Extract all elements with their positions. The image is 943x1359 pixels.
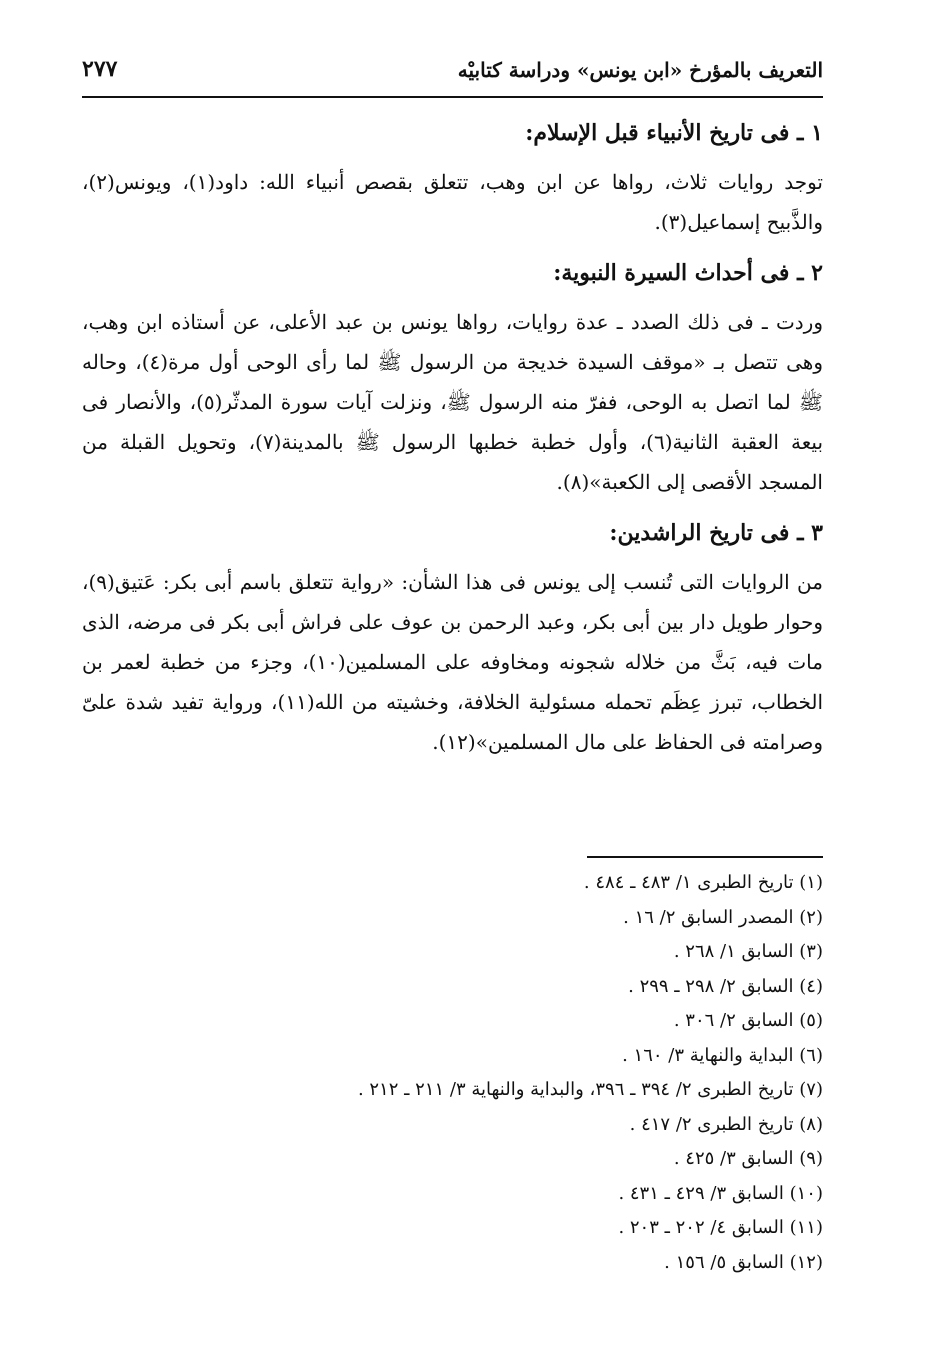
running-title: التعريف بالمؤرخ «ابن يونس» ودراسة كتابيْه (457, 58, 823, 82)
footnote-item: (٥) السابق ٢/ ٣٠٦ . (673, 1010, 823, 1031)
footnote-item: (٢) المصدر السابق ٢/ ١٦ . (623, 906, 823, 928)
section-heading: ٣ ـ فى تاريخ الراشدين: (609, 520, 823, 546)
section-paragraph: وردت ـ فى ذلك الصدد ـ عدة روايات، رواها يونس بن عبد الأعلى، عن أستاذه ابن وهب، وهى تتصل بـ «موقف السيدة خديجة من الرسول ﷺ لما رأى الوحى أول مرة(٤)، وحاله ﷺ لما اتصل به الوحى، ففرّ منه الرسول ﷺ، ونزلت آيات سورة المدثّر(٥)، والأنصار فى بيعة العقبة الثانية(٦)، وأول خطبة خطبها الرسول ﷺ بالمدينة(٧)، وتحويل القبلة من المسجد الأقصى إلى الكعبة»(٨). (82, 310, 824, 494)
footnote-item: (٩) السابق ٣/ ٤٢٥ . (673, 1148, 823, 1169)
footnote-item: (٤) السابق ٢/ ٢٩٨ ـ ٢٩٩ . (628, 975, 823, 997)
footnote-item: (٨) تاريخ الطبرى ٢/ ٤١٧ . (629, 1113, 823, 1135)
main-text (82, 108, 823, 774)
page-number: ٢٧٧ (82, 56, 118, 82)
section-paragraph: من الروايات التى تُنسب إلى يونس فى هذا الشأن: «رواية تتعلق باسم أبى بكر: عَتيق(٩)، وحوار طويل دار بين أبى بكر، وعبد الرحمن بن عوف على فراش أبى بكر فى مرضه، الذى مات فيه، بَثَّ من خلاله شجونه ومخاوفه على المسلمين(١٠)، وجزء من خطبة لعمر بن الخطاب، تبرز عِظَم تحمله مسئولية الخلافة، وخشيته من الله(١١)، ورواية تفيد شدة علىّ وصرامته فى الحفاظ على مال المسلمين»(١٢). (82, 570, 824, 754)
section-heading: ١ ـ فى تاريخ الأنبياء قبل الإسلام: (525, 120, 823, 146)
footnote-item: (٧) تاريخ الطبرى ٢/ ٣٩٤ ـ ٣٩٦، والبداية والنهاية ٣/ ٢١١ ـ ٢١٢ . (357, 1079, 823, 1100)
footnote-item: (١) تاريخ الطبرى ١/ ٤٨٣ ـ ٤٨٤ . (583, 872, 823, 893)
section-heading: ٢ ـ فى أحداث السيرة النبوية: (553, 260, 823, 286)
footnote-item: (٦) البداية والنهاية ٣/ ١٦٠ . (622, 1044, 823, 1066)
page-header (82, 52, 823, 98)
footnotes (82, 866, 823, 1280)
section-paragraph: توجد روايات ثلاث، رواها عن ابن وهب، تتعلق بقصص أنبياء الله: داود(١)، ويونس(٢)، والذَّبيح إسماعيل(٣). (82, 170, 823, 234)
footnote-item: (١١) السابق ٤/ ٢٠٢ ـ ٢٠٣ . (618, 1217, 823, 1238)
footnote-item: (٣) السابق ١/ ٢٦٨ . (673, 941, 823, 962)
footnote-item: (١٢) السابق ٥/ ١٥٦ . (664, 1251, 823, 1273)
footnote-item: (١٠) السابق ٣/ ٤٢٩ ـ ٤٣١ . (618, 1182, 823, 1204)
footnote-separator (587, 856, 823, 858)
